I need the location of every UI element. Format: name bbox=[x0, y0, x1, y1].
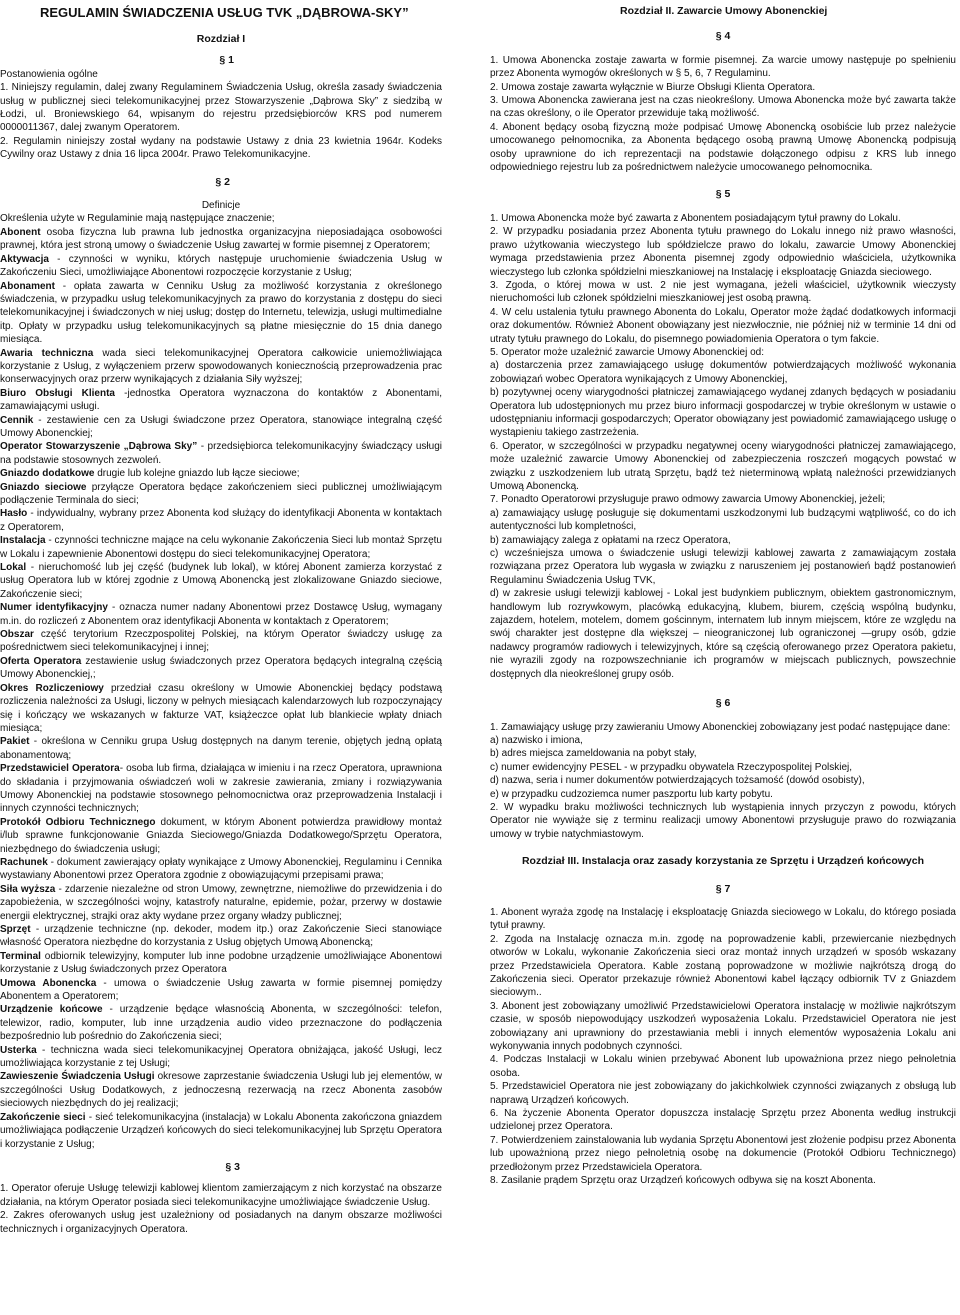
definition-text: dokument, w którym Abonent potwierdza prawidłowy montaż i/lub sprawne funkcjonowanie Gniazda Sieciowego/Gniazda Dodatkowego/Sprzętu Operatora, niezbędnego do świadczenia usługi; bbox=[0, 816, 442, 855]
list-item: 5. Operator może uzależnić zawarcie Umowy Abonenckiej od: bbox=[490, 346, 765, 358]
definition-term: Terminal bbox=[0, 950, 41, 962]
definition-text: drugie lub kolejne gniazdo lub łącze sieciowe; bbox=[94, 468, 300, 480]
definition-item bbox=[0, 1003, 442, 1043]
list-item: a) zamawiający usługę posługuje się dokumentami uszkodzonymi lub budzącymi wątpliwość, co do ich autentyczności lub kompletności, bbox=[490, 507, 956, 533]
list-item: e) w przypadku cudzoziemca numer paszportu lub karty pobytu. bbox=[490, 788, 773, 800]
definition-text: - nieruchomość lub jej część (budynek lub lokal), w której Abonent zamierza korzystać z usług Operatora lub w której zgodnie z Umową Abonencką jest zlokalizowane Gniazdo sieciowe, Zakończenie sieci; bbox=[0, 562, 442, 600]
definition-term: Awaria techniczna bbox=[0, 347, 94, 359]
paragraph-6-heading: § 6 bbox=[715, 697, 731, 710]
definition-term: Abonament bbox=[0, 280, 55, 292]
definition-item bbox=[0, 481, 442, 508]
list-item: 2. Umowa zostaje zawarta wyłącznie w Biurze Obsługi Klienta Operatora. bbox=[490, 81, 816, 93]
list-item: 1. Operator oferuje Usługę telewizji kablowej klientom zamierzającym z nich korzystać na obszarze działania, na którym Operator posiada sieci telekomunikacyjne umożliwiające świadczenie Usług. bbox=[0, 1183, 442, 1208]
definition-term: Cennik bbox=[0, 414, 34, 426]
paragraph-5-items bbox=[490, 212, 956, 681]
list-item: 4. Abonent będący osobą fizyczną może podpisać Umowę Abonencką osobiście lub przez należycie umocowanego pełnomocnika, za Abonenta będącego osobą prawną Umowę Abonencką podpisują osoby uprawnione do ich reprezentacji na podstawie dołączonego odpisu z KRS lub innego odpowiedniego rejestru lub za pośrednictwem należycie umocowanego pełnomocnika. bbox=[490, 121, 956, 174]
list-item: 2. Zakres oferowanych usług jest uzależniony od posiadanych na danym obszarze możliwości technicznych i organizacyjnych Operatora. bbox=[0, 1210, 442, 1235]
list-item: a) nazwisko i imiona, bbox=[490, 734, 583, 746]
list-item: c) numer ewidencyjny PESEL - w przypadku obywatela Rzeczypospolitej Polskiej, bbox=[490, 761, 853, 773]
definition-term: Aktywacja bbox=[0, 253, 49, 265]
definition-item bbox=[0, 414, 442, 441]
list-item: 7. Ponadto Operatorowi przysługuje prawo odmowy zawarcia Umowy Abonenckiej, jeżeli; bbox=[490, 494, 886, 506]
list-item: 3. Umowa Abonencka zawierana jest na czas nieokreślony. Umowa Abonencka może być zawarta także na czas określony, o ile Operator przewiduje taką możliwość. bbox=[490, 95, 956, 120]
definition-item bbox=[0, 253, 442, 280]
list-item: b) zamawiający zalega z opłatami na rzecz Operatora, bbox=[490, 534, 731, 546]
list-item: 1. Abonent wyraża zgodę na Instalację i eksploatację Gniazda sieciowego w Lokalu, do którego posiada tytuł prawny. bbox=[490, 906, 956, 932]
chapter-3-title: Rozdział III. Instalacja oraz zasady korzystania ze Sprzętu i Urządzeń końcowych bbox=[521, 855, 925, 868]
definition-term: Instalacja bbox=[0, 535, 46, 547]
definition-text: zestawienie usług świadczonych przez Operatora będących integralną częścią Umowy Abonenckiej,; bbox=[0, 655, 443, 681]
definition-text: - oznacza numer nadany Abonentowi przez Dostawcę Usług, wymagany m.in. do rozliczeń z Abonentem oraz identyfikacji Abonenta w kontaktach z Operatorem; bbox=[0, 602, 442, 627]
list-item: 3. Zgoda, o której mowa w ust. 2 nie jest wymagana, jeżeli właściciel, użytkownik wieczysty nieruchomości lub członek spółdzielni mieszkaniowej jest osobą prawną. bbox=[490, 279, 956, 305]
paragraph-7-items bbox=[490, 906, 956, 1188]
list-item: a) dostarczenia przez zamawiającego usługę dokumentów potwierdzających możliwość wykonania zobowiązań wobec Operatora wynikających z Umowy Abonenckiej, bbox=[490, 360, 956, 385]
paragraph-5-heading: § 5 bbox=[715, 188, 731, 201]
definition-item bbox=[0, 883, 442, 923]
definition-term: Lokal bbox=[0, 562, 27, 574]
definition-term: Gniazdo dodatkowe bbox=[0, 468, 95, 480]
definition-item bbox=[0, 601, 442, 628]
list-item: 1. Umowa Abonencka może być zawarta z Abonentem posiadającym tytuł prawny do Lokalu. bbox=[490, 212, 901, 224]
list-item: 2. W przypadku posiadania przez Abonenta tytułu prawnego do Lokalu innego niż prawo własności, prawo użytkowania wieczystego lub spółdzielcze prawo do lokalu, zawarcie Umowy Abonenckiej wymaga przedstawienia przez Abonenta pisemnej zgody odpowiednio właściciela, użytkownika wieczystego lub członka spółdzielni mieszkaniowej na Instalację i eksploatację Gniazda sieciowego. bbox=[490, 226, 956, 278]
list-item: 1. Zamawiający usługę przy zawieraniu Umowy Abonenckiej zobowiązany jest podać następujące dane: bbox=[490, 721, 951, 733]
list-item: 5. Przedstawiciel Operatora nie jest zobowiązany do jakichkolwiek czynności związanych z obsługą lub naprawą Urządzeń końcowych. bbox=[490, 1081, 956, 1106]
definition-text: - indywidualny, wybrany przez Abonenta kod służący do identyfikacji Abonenta w kontaktach z Operatorem, bbox=[0, 508, 442, 533]
definition-item bbox=[0, 682, 442, 736]
list-item: 4. W celu ustalenia tytułu prawnego Abonenta do Lokalu, Operator może żądać dodatkowych informacji oraz dokumentów. Również Abonent obowiązany jest niezwłocznie, nie później niż w terminie 14 dni od utraty tytułu prawnego do Lokalu, do pisemnego powiadomienia Operatora o tym fakcie. bbox=[490, 306, 956, 345]
definition-text: odbiornik telewizyjny, komputer lub inne podobne urządzenie umożliwiające Abonentowi korzystanie z Usług świadczonych przez Operatora bbox=[0, 950, 442, 976]
definition-term: Obszar bbox=[0, 629, 34, 641]
definition-text: -jednostka Operatora wyznaczona do kontaktów z Abonentami, zamawiającymi usługi. bbox=[0, 387, 442, 413]
definition-term: Rachunek bbox=[0, 856, 48, 868]
definition-item bbox=[0, 226, 442, 253]
definition-term: Usterka bbox=[0, 1044, 37, 1056]
right-column bbox=[490, 0, 956, 1188]
definition-term: Zawieszenie Świadczenia Usługi bbox=[0, 1071, 155, 1083]
definition-term: Okres Rozliczeniowy bbox=[0, 682, 104, 694]
paragraph-2-subheading: Definicje bbox=[201, 200, 241, 212]
definition-term: Numer identyfikacyjny bbox=[0, 602, 108, 614]
definition-item bbox=[0, 1044, 442, 1071]
definition-item bbox=[0, 1111, 442, 1151]
definition-term: Hasło bbox=[0, 508, 28, 520]
definition-item bbox=[0, 347, 442, 387]
definition-item bbox=[0, 507, 442, 534]
paragraph-1-subheading: Postanowienia ogólne bbox=[0, 68, 98, 80]
paragraph-4-items bbox=[490, 54, 956, 175]
definition-item bbox=[0, 280, 442, 347]
definition-item bbox=[0, 534, 442, 561]
list-item: 1. Umowa Abonencka zostaje zawarta w formie pisemnej. Za warcie umowy następuje po spełnieniu przez Abonenta wymogów określonych w § 5, 6, 7 Regulaminu. bbox=[490, 54, 956, 80]
definition-item bbox=[0, 655, 442, 682]
definitions-list bbox=[0, 226, 442, 1151]
definition-item bbox=[0, 923, 442, 950]
definition-text: - zdarzenie niezależne od stron Umowy, zewnętrzne, niemożliwe do przewidzenia i do zapobieżenia, w szczególności wojny, katastrofy naturalne, epidemie, pożar, przerwy w dostawie energii elektrycznej, strajki oraz akty wydane przez organy władzy publicznej; bbox=[0, 883, 443, 922]
left-column bbox=[0, 0, 442, 1236]
definition-term: Zakończenie sieci bbox=[0, 1111, 86, 1123]
paragraph-4-heading: § 4 bbox=[715, 30, 731, 43]
definition-term: Urządzenie końcowe bbox=[0, 1004, 103, 1016]
definition-text: - zestawienie cen za Usługi świadczone przez Operatora, stanowiące integralną część Umowy Abonenckiej; bbox=[0, 414, 442, 439]
definition-text: - opłata zawarta w Cenniku Usług za możliwość korzystania z określonego świadczenia, w przypadku usług telekomunikacyjnych za prawo do korzystania z dostępu do sieci telekomunikacyjnej i świadczonych w niej usług; dostęp do Internetu, telewizja, usługi multimedialne itp. Opłaty w przypadku usług telekomunikacyjnych są płatne miesięcznie do 15 dnia danego miesiąca. bbox=[0, 280, 442, 346]
list-item: d) w zakresie usługi telewizji kablowej - Lokal jest budynkiem publicznym, obiektem gastronomicznym, handlowym lub rozrywkowym, placówką edukacyjną, klubem, biurem, częścią wspólną budynku, zajazdem, hotelem, motelem, domem gościnnym, internatem lub innym miejscem, które ze względu na swój charakter jest dostępne dla większej – nieograniczonej lub ograniczonej —grupy osób, gdzie nadawcy programów radiowych i telewizyjnych, które są częścią oferowanego przez Operatora pakietu, nie wyrazili zgody na rozpowszechnianie ich programów w miejscach publicznych, powszechnie dostępnych dla nieokreślonej grupy osób. bbox=[490, 588, 956, 680]
definition-text: osoba fizyczna lub prawna lub jednostka organizacyjna nieposiadająca osobowości prawnej, która jest stroną umowy o świadczenie Usług zawartej w formie pisemnej z Operatorem; bbox=[0, 226, 442, 252]
definition-term: Gniazdo sieciowe bbox=[0, 481, 87, 493]
paragraph-2-heading: § 2 bbox=[215, 175, 230, 188]
definition-text: wada sieci telekomunikacyjnej Operatora całkowicie uniemożliwiająca korzystanie z Usług, z wyłączeniem przerw spowodowanych koniecznością przeprowadzenia prac konserwacyjnych oraz przerw wynikających z działania Siły wyższej; bbox=[0, 347, 442, 386]
definition-text: - urządzenie będące własnością Abonenta, w szczególności: telefon, telewizor, radio, komputer, lub inne urządzenia audio video przeznaczone do podłączenia bezpośrednio lub pośrednio do Zakończenia sieci; bbox=[0, 1004, 443, 1043]
definition-text: - czynności w wyniku, których następuje uruchomienie świadczenia Usług w Zakończeniu Sieci, umożliwiające Abonentowi rozpoczęcie korzystanie z Usług; bbox=[0, 253, 442, 279]
definition-text: przedział czasu określony w Umowie Abonenckiej będący podstawą rozliczenia należności za Usługi, liczony w pełnych miesiącach kalendarzowych lub rozpoczynający się i kończący we wskazanych w fakturze VAT, książeczce opłat lub blankiecie wpłaty dniach miesiąca; bbox=[0, 682, 442, 734]
definition-text: - przedsiębiorca telekomunikacyjny świadczący usługi na podstawie stosownych zezwoleń. bbox=[0, 441, 442, 466]
definition-term: Pakiet bbox=[0, 736, 30, 748]
definition-item bbox=[0, 387, 442, 414]
definition-term: Siła wyższa bbox=[0, 883, 56, 895]
paragraph-7-heading: § 7 bbox=[715, 882, 731, 895]
definitions-intro: Określenia użyte w Regulaminie mają następujące znaczenie; bbox=[0, 213, 275, 225]
list-item: d) nazwa, seria i numer dokumentów potwierdzających tożsamość (dowód osobisty), bbox=[490, 775, 865, 787]
paragraph-3-heading: § 3 bbox=[225, 1160, 240, 1173]
definition-term: Operator Stowarzyszenie „Dąbrowa Sky” bbox=[0, 441, 198, 453]
definition-term: Przedstawiciel Operatora bbox=[0, 763, 120, 775]
definition-term: Umowa Abonencka bbox=[0, 977, 97, 989]
list-item: 7. Potwierdzeniem zainstalowania lub wydania Sprzętu Abonentowi jest złożenie podpisu przez Abonenta lub upoważnioną przez niego pełnoletnią osobę na dokumencie (Protokół Odbioru Technicznego) przedłożonym przez Przedstawiciela Operatora. bbox=[490, 1134, 956, 1173]
paragraph-1-heading: § 1 bbox=[219, 54, 234, 67]
definition-item bbox=[0, 950, 442, 977]
definition-text: - sieć telekomunikacyjna (instalacja) w Lokalu Abonenta zakończona gniazdem umożliwiająca podłączenie Urządzeń końcowych do sieci telekomunikacyjnej lub Sprzętu Operatora i korzystanie z Usług; bbox=[0, 1111, 442, 1150]
list-item: 4. Podczas Instalacji w Lokalu winien przebywać Abonent lub upoważniona przez niego pełnoletnia osoba. bbox=[490, 1054, 956, 1079]
list-item: 2. Regulamin niniejszy został wydany na podstawie Ustawy z dnia 23 kwietnia 1964r. Kodeks Cywilny oraz Ustawy z dnia 16 lipca 2004r. Prawo Telekomunikacyjne. bbox=[0, 135, 442, 161]
list-item: 2. Zgoda na Instalację oznacza m.in. zgodę na poprowadzenie kabli, przewiercanie niezbędnych otworów w Lokalu, wykonanie Zakończenia sieci oraz montaż innych urządzeń w sposób wskazany przez Przedstawiciela Operatora. Kable zostaną poprowadzone w możliwie najkrótszą drogą do Zakończenia sieci. Operator przekazuje również Abonentowi kabel łączący odbiornik TV z Gniazdem sieciowym.. bbox=[490, 933, 956, 999]
definition-text: - urządzenie techniczne (np. dekoder, modem itp.) oraz Zakończenie Sieci stanowiące własność Operatora niezbędne do korzystania z Usług objętych Umową Abonencką; bbox=[0, 924, 442, 949]
definition-item bbox=[0, 762, 442, 816]
list-item: 1. Niniejszy regulamin, dalej zwany Regulaminem Świadczenia Usług, określa zasady świadczenia usług w publicznej sieci telekomunikacyjnej przez Stowarzyszenie „Dąbrowa Sky” z siedzibą w Łodzi, ul. Broniewskiego 64, wpisanym do rejestru przedsiębiorców KRS pod numerem 0000011367, dalej zwanym Operatorem. bbox=[0, 82, 442, 134]
list-item: 8. Zasilanie prądem Sprzętu oraz Urządzeń końcowych odbywa się na koszt Abonenta. bbox=[490, 1175, 876, 1187]
definition-item bbox=[0, 628, 442, 655]
definition-term: Abonent bbox=[0, 226, 41, 238]
definition-text: przyłącze Operatora będące zakończeniem sieci publicznej umożliwiającym podłączenie Terminala do sieci; bbox=[0, 481, 442, 506]
paragraph-1-items bbox=[0, 81, 442, 161]
definition-item bbox=[0, 977, 442, 1004]
definition-text: okresowe zaprzestanie świadczenia Usługi lub jej elementów, w szczególności Usług Dodatkowych, z jednoczesną rezerwacją na rzecz Abonenta zasobów sieciowych niezbędnych do jej realizacji; bbox=[0, 1071, 442, 1110]
list-item: 6. Operator, w szczególności w przypadku negatywnej oceny wiarygodności płatniczej zamawiającego, może uzależnić zawarcie Umowy Abonenckiej od zabezpieczenia roszczeń mogących powstać w związku z uszkodzeniem lub utratą Sprzętu, bądź też nieterminową wpłatą należności przewidzianych Umową Abonencką. bbox=[490, 440, 956, 492]
definition-text: - czynności techniczne mające na celu wykonanie Zakończenia Sieci lub montaż Sprzętu w Lokalu i zapewnienie Abonentowi dostępu do sieci telekomunikacyjnej Operatora; bbox=[0, 535, 442, 560]
list-item: b) pozytywnej oceny wiarygodności płatniczej zamawiającego wydanej zdanych będących w posiadaniu Operatora lub udostępnionych mu przez biuro informacji gospodarczej w trybie określonym w ustawie o udostępnianiu informacji gospodarczych; Operator obowiązany jest powiadomić zamawiającego usługę o wystąpieniu takiego zastrzeżenia. bbox=[490, 387, 956, 439]
paragraph-3-items bbox=[0, 1182, 442, 1236]
definition-item bbox=[0, 561, 442, 601]
definition-term: Oferta Operatora bbox=[0, 655, 82, 667]
document-title: REGULAMIN ŚWIADCZENIA USŁUG TVK „DĄBROWA-SKY” bbox=[40, 5, 409, 20]
list-item: 3. Abonent jest zobowiązany umożliwić Przedstawicielowi Operatora instalację w możliwie najkrótszym czasie, w sposób niepowodujący uszkodzeń wyposażenia Lokalu. Przedstawiciel Operatora nie jest zobowiązany ani uprawniony do przestawiania mebli i innych elementów wyposażenia Lokalu ani wykonywania innych podobnych czynności. bbox=[490, 1000, 956, 1053]
list-item: 2. W wypadku braku możliwości technicznych lub wystąpienia innych przyczyn z powodu, których Operator nie wywiąże się z terminu realizacji umowy Abonentowi przysługuje prawo do rozwiązania umowy w trybie natychmiastowym. bbox=[490, 801, 956, 840]
list-item: c) wcześniejsza umowa o świadczenie usługi telewizji kablowej zawarta z zamawiającym została rozwiązana przez Operatora lub wygasła w związku z naruszeniem jej postanowień bądź postanowień Regulaminu Świadczenia Usług TVK, bbox=[490, 548, 956, 586]
definition-text: część terytorium Rzeczpospolitej Polskiej, na którym Operator świadczy usługę za pośrednictwem sieci telekomunikacyjnej i innej; bbox=[0, 629, 442, 654]
definition-term: Sprzęt bbox=[0, 924, 31, 935]
list-item: 6. Na życzenie Abonenta Operator dopuszcza instalację Sprzętu przez Abonenta według instrukcji udzielonej przez Operatora. bbox=[490, 1108, 956, 1133]
paragraph-6-items bbox=[490, 721, 956, 842]
definition-item bbox=[0, 735, 442, 762]
definition-text: - techniczna wada sieci telekomunikacyjnej Operatora obniżająca, jakość Usługi, lecz umożliwiająca korzystanie z tej Usługi; bbox=[0, 1044, 442, 1070]
definition-item bbox=[0, 1070, 442, 1110]
list-item: b) adres miejsca zameldowania na pobyt stały, bbox=[490, 748, 697, 760]
definition-item bbox=[0, 856, 442, 883]
definition-text: - określona w Cenniku grupa Usług dostępnych na danym terenie, objętych jedną opłatą abonamentową; bbox=[0, 736, 442, 761]
definition-text: - dokument zawierający opłaty wynikające z Umowy Abonenckiej, Regulaminu i Cennika wystawiany Abonentowi przez Operatora zgodnie z obowiązującymi przepisami prawa; bbox=[0, 856, 442, 882]
definition-term: Biuro Obsługi Klienta bbox=[0, 387, 115, 399]
definition-term: Protokół Odbioru Technicznego bbox=[0, 816, 156, 828]
definition-text: - umowa o świadczenie Usług zawarta w formie pisemnej pomiędzy Abonentem a Operatorem; bbox=[0, 977, 442, 1003]
definition-item bbox=[0, 440, 442, 467]
definition-text: - osoba lub firma, działająca w imieniu i na rzecz Operatora, uprawniona do składania i przyjmowania oświadczeń woli w zakresie zawierania, zmiany i rozwiązywania Umowy Abonenckiej na podstawie stosownego pełnomocnictwa oraz przeprowadzenia Instalacji i innych czynności technicznych; bbox=[0, 763, 442, 815]
definition-item bbox=[0, 467, 442, 480]
chapter-2-title: Rozdział II. Zawarcie Umowy Abonenckiej bbox=[620, 5, 828, 17]
definition-item bbox=[0, 816, 442, 856]
chapter-1-title: Rozdział I bbox=[196, 33, 246, 45]
